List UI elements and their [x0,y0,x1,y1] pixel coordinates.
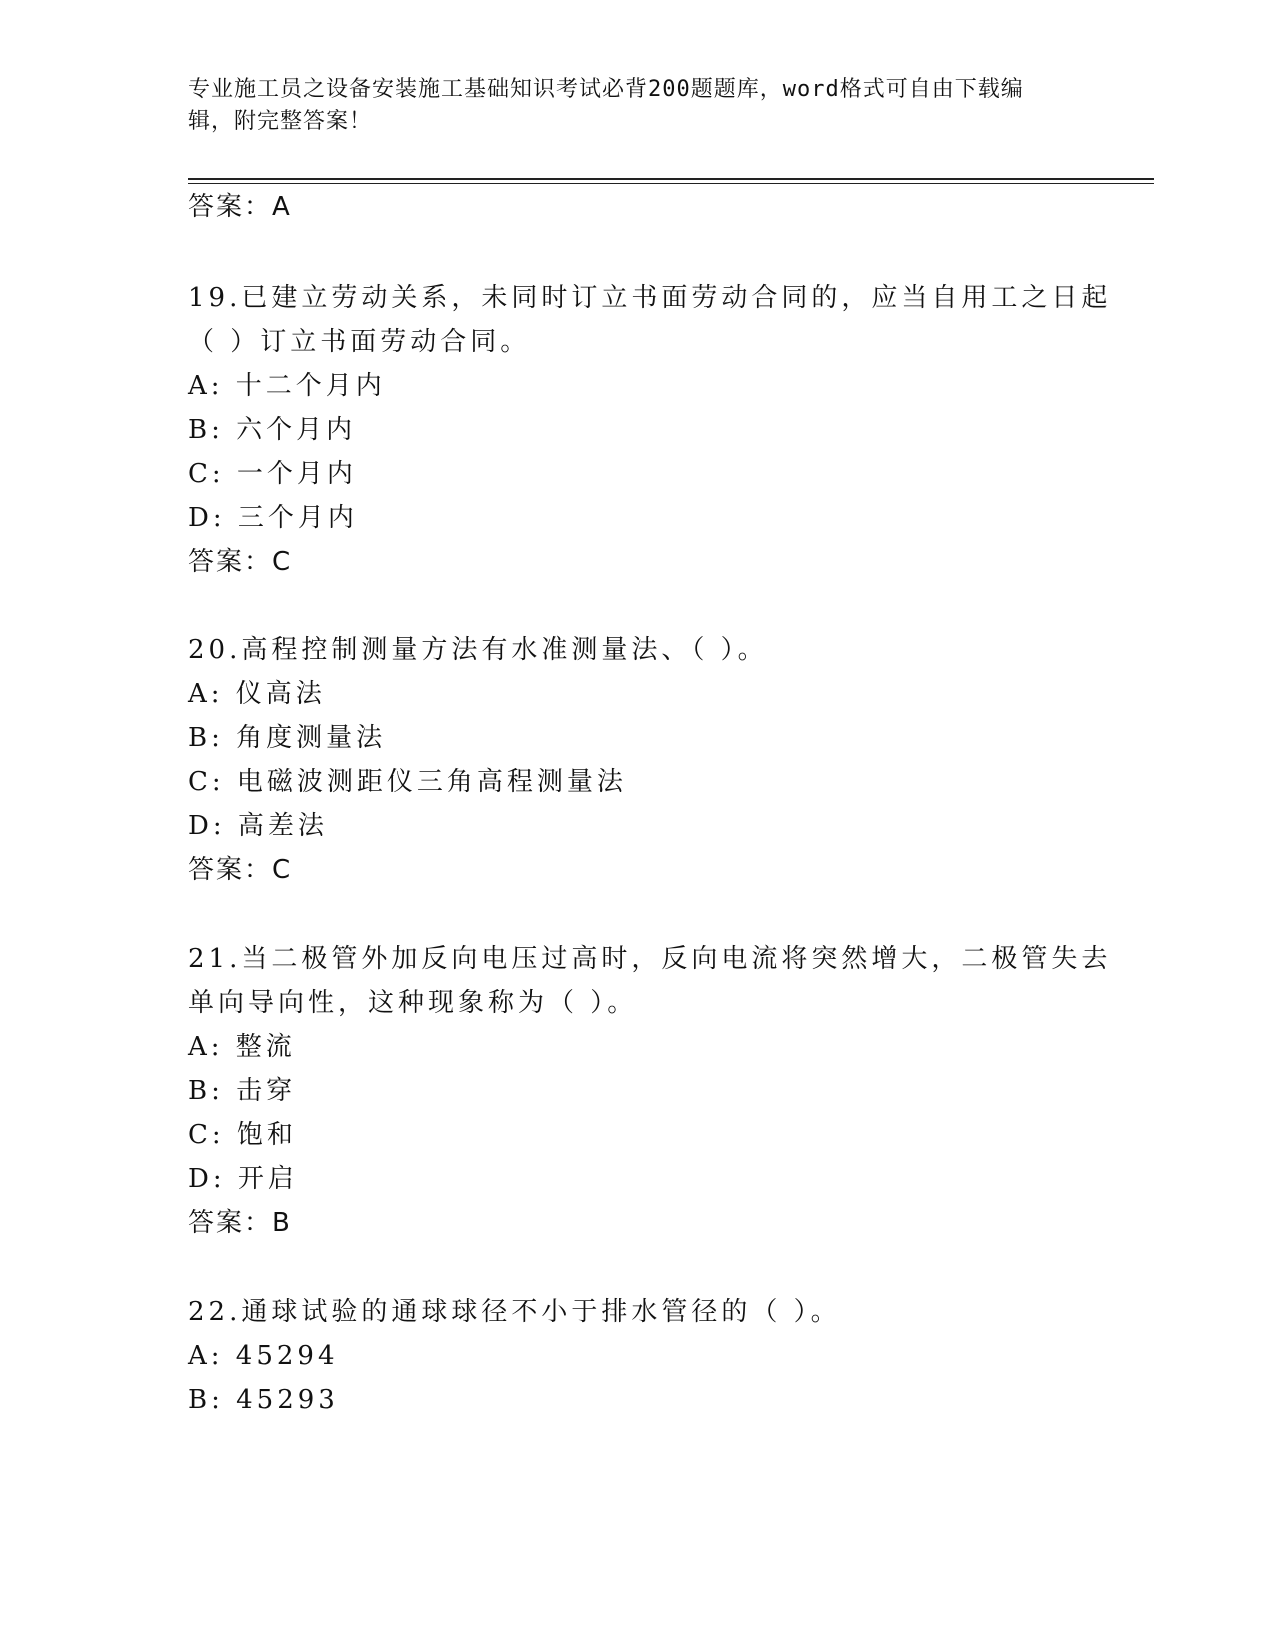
question-21-option-b: B: 击穿 [188,1076,297,1106]
header-divider-thin [188,183,1154,184]
question-20-stem-line1: 20.高程控制测量方法有水准测量法、（ ）。 [188,635,768,665]
question-20-option-a: A: 仪高法 [188,679,326,709]
answer-prev: 答案：A [188,192,292,222]
question-19-option-a: A: 十二个月内 [188,371,386,401]
question-21-option-a: A: 整流 [188,1032,296,1062]
question-19-stem-line1: 19.已建立劳动关系，未同时订立书面劳动合同的，应当自用工之日起 [188,283,1112,313]
question-22-option-b: B: 45293 [188,1385,339,1415]
question-21-answer: 答案：B [188,1208,292,1238]
question-20-answer: 答案：C [188,855,293,885]
question-20-option-c: C: 电磁波测距仪三角高程测量法 [188,767,627,797]
question-21-stem-line2: 单向导向性，这种现象称为（ ）。 [188,988,638,1018]
question-20-option-d: D: 高差法 [188,811,328,841]
question-21-option-c: C: 饱和 [188,1120,297,1150]
document-header: 专业施工员之设备安装施工基础知识考试必背200题题库，word格式可自由下载编辑，附完整答案！ [188,77,1024,134]
question-19-option-b: B: 六个月内 [188,415,357,445]
question-21-option-d: D: 开启 [188,1164,298,1194]
question-19-option-d: D: 三个月内 [188,503,358,533]
question-22-stem-line1: 22.通球试验的通球球径不小于排水管径的（ ）。 [188,1297,841,1327]
question-20-option-b: B: 角度测量法 [188,723,387,753]
question-19-stem-line2: （ ）订立书面劳动合同。 [188,327,531,357]
question-21-stem-line1: 21.当二极管外加反向电压过高时，反向电流将突然增大，二极管失去 [188,944,1112,974]
question-22-option-a: A: 45294 [188,1341,339,1371]
question-19-answer: 答案：C [188,547,293,577]
question-19-option-c: C: 一个月内 [188,459,357,489]
header-divider-thick [188,178,1154,180]
